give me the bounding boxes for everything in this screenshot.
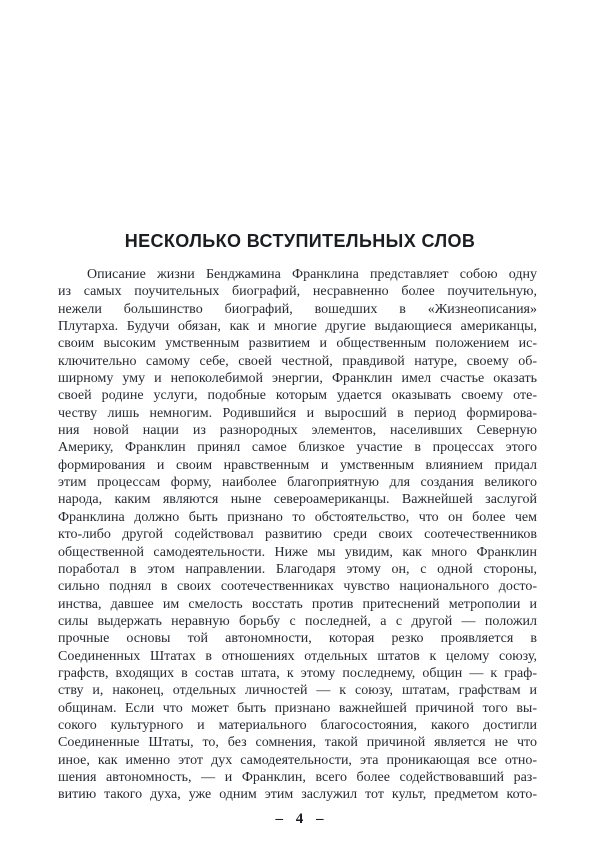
body-text-line: Франклина должно быть признано то обстоятельство, что он более чем	[58, 509, 537, 525]
body-text-line: общественной самодеятельности. Ниже мы увидим, как много Франклин	[58, 544, 537, 560]
body-text-line: ширному уму и непоколебимой энергии, Франклин имел счастье оказать	[58, 371, 537, 387]
body-text-line: народа, каким являются ныне североамериканцы. Важнейшей заслугой	[58, 492, 537, 508]
body-text-line: ключительно самому себе, своей честной, правдивой натуре, своему об-	[58, 353, 537, 369]
body-text-line: Соединенные Штаты, то, без сомнения, такой причиной является не что	[58, 735, 537, 751]
body-text-line: Плутарха. Будучи обязан, как и многие другие выдающиеся американцы,	[58, 319, 537, 335]
body-paragraph	[58, 266, 537, 804]
body-text-line: сокого культурного и материального благосостояния, какого достигли	[58, 717, 537, 733]
body-text-line: силы выдержать неравную борьбу с последней, а с другой — положил	[58, 613, 537, 629]
body-text-line: этим процессам форму, наиболее благоприятную для создания великого	[58, 475, 537, 491]
body-text-line: Америку, Франклин принял самое близкое участие в процессах этого	[58, 440, 537, 456]
body-text-line: своим высоким умственным развитием и общественным положением ис-	[58, 336, 537, 352]
body-text-line: кто-либо другой содействовал развитию среди своих соотечественников	[58, 527, 537, 543]
body-text-line: прочные основы той автономности, которая резко проявляется в	[58, 631, 537, 647]
chapter-heading: НЕСКОЛЬКО ВСТУПИТЕЛЬНЫХ СЛОВ	[124, 231, 476, 251]
body-text-line: инства, давшее им смелость восстать против притеснений метрополии и	[58, 596, 537, 612]
body-text-line: Описание жизни Бенджамина Франклина представляет собою одну	[87, 267, 537, 282]
body-text-line: поработал в этом направлении. Благодаря этому он, с одной стороны,	[58, 561, 537, 577]
body-text-line: своей родине услуги, подобные которым удается оказывать своему оте-	[58, 388, 537, 404]
body-text-line: ния новой нации из разнородных элементов, населивших Северную	[58, 423, 537, 439]
body-text-line: Соединенных Штатах в отношениях отдельных штатов к целому союзу,	[58, 648, 537, 664]
body-text-line: витию такого духа, уже одним этим заслужил тот культ, предметом кото-	[58, 787, 537, 803]
body-text-line: честву лишь немногим. Родившийся и выросший в период формирова-	[58, 405, 537, 421]
body-text-line: общинам. Если что может быть признано важнейшей причиной того вы-	[58, 700, 537, 716]
body-text-line: сильно поднял в своих соотечественниках чувство национального досто-	[58, 579, 537, 595]
body-text-line: графств, входящих в состав штата, к этому последнему, общин — к граф-	[58, 665, 537, 681]
body-text-line: ству и, наконец, отдельных личностей — к союзу, штатам, графствам и	[58, 683, 537, 699]
body-text-line: формирования и своим нравственным и умственным влиянием придал	[58, 457, 537, 473]
body-text-line: из самых поучительных биографий, несравненно более поучительную,	[58, 284, 537, 300]
body-text-line: шения автономность, — и Франклин, всего более содействовавший раз-	[58, 769, 537, 785]
body-text-line: иное, как именно этот дух самодеятельности, эта проникающая все отно-	[58, 752, 537, 768]
body-text-line: нежели большинство биографий, вошедших в «Жизнеописания»	[58, 301, 537, 317]
page-number: – 4 –	[275, 811, 325, 827]
